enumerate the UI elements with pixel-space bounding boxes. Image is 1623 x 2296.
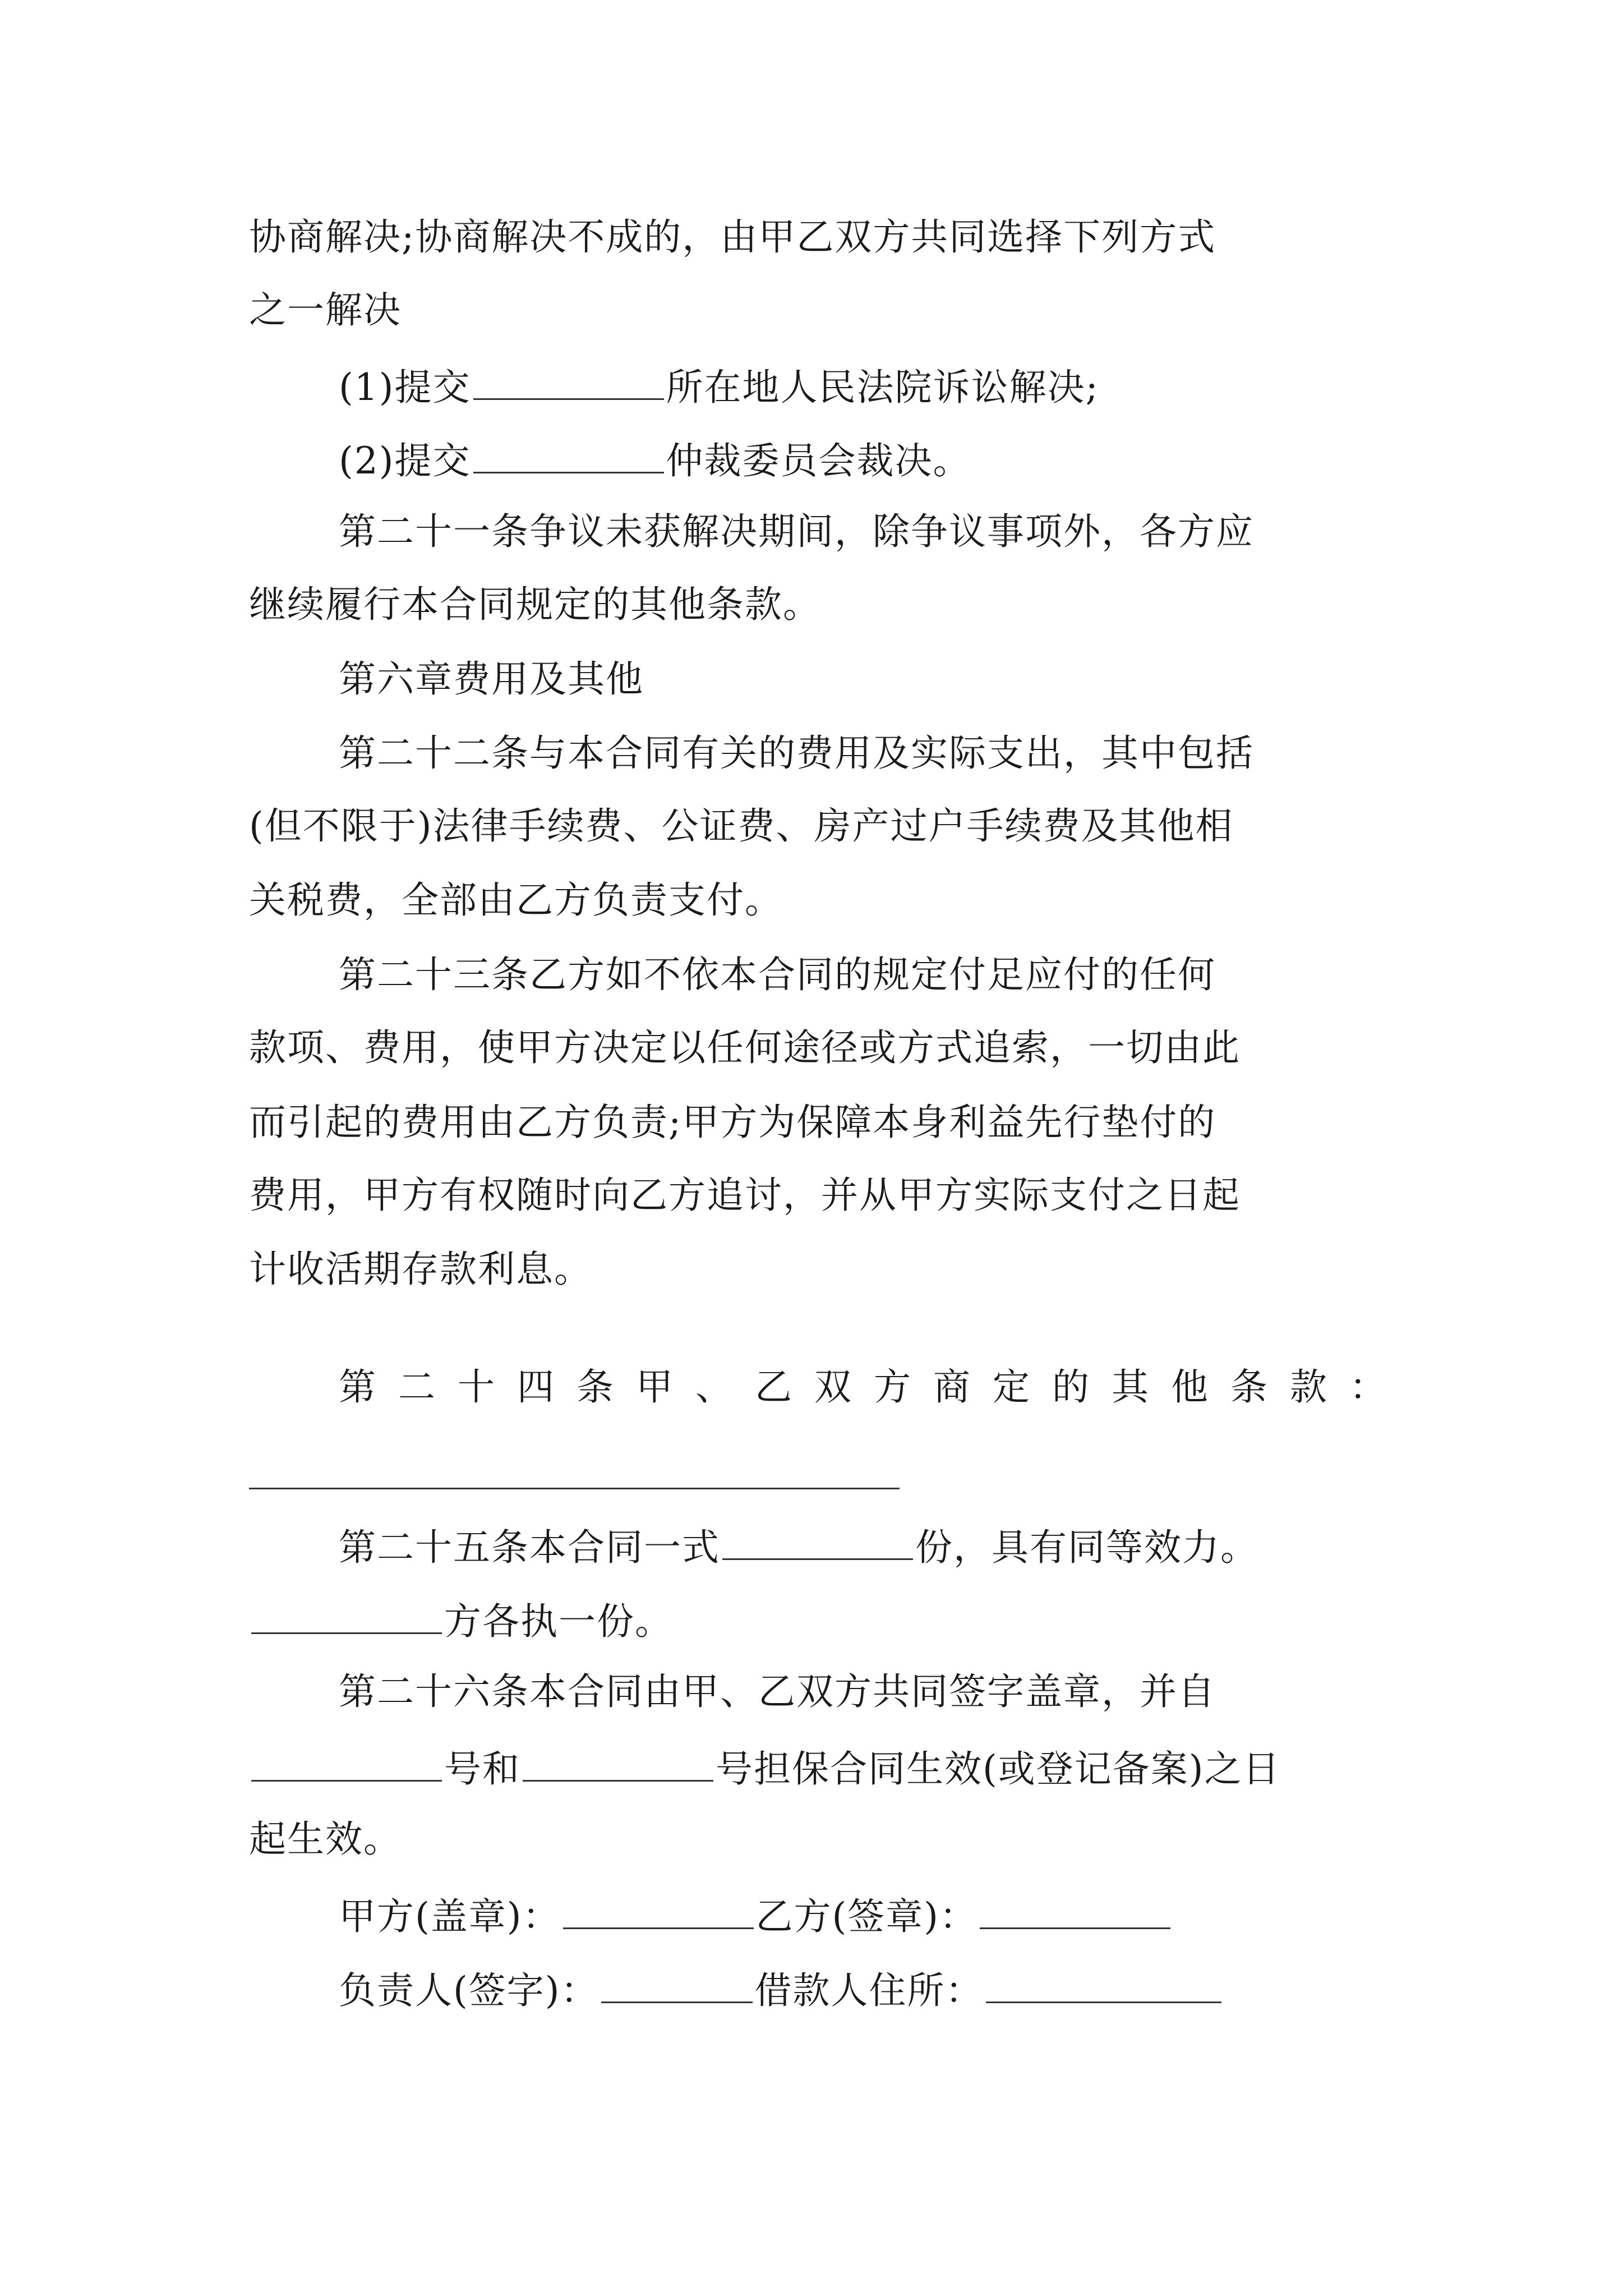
fill-in-blank [722, 1526, 913, 1560]
text-line: 第二十二条与本合同有关的费用及实际支出，其中包括 [339, 731, 1254, 775]
text-segment: 仲裁委员会裁决。 [666, 439, 971, 482]
fill-in-blank [251, 1747, 442, 1782]
fill-in-blank [980, 1895, 1170, 1929]
text-line: 协商解决;协商解决不成的，由甲乙双方共同选择下列方式 [249, 215, 1216, 259]
text-line: 第二十六条本合同由甲、乙双方共同签字盖章，并自 [339, 1670, 1216, 1713]
fill-in-blank [473, 366, 664, 400]
text-line: (但不限于)法律手续费、公证费、房产过户手续费及其他相 [249, 804, 1234, 848]
signature-line-parties [339, 1895, 1173, 1938]
copies-clause [339, 1526, 1258, 1569]
text-line: 起生效。 [249, 1818, 402, 1861]
dispute-option-court [339, 366, 1099, 409]
text-segment: 号和 [444, 1747, 520, 1791]
effective-date-line [249, 1747, 1281, 1791]
fill-in-blank [473, 439, 664, 473]
borrower-address-label: 借款人住所： [754, 1969, 984, 2012]
text-line: 而引起的费用由乙方负责;甲方为保障本身利益先行垫付的 [249, 1101, 1216, 1144]
text-line: 第二十四条甲、乙双方商定的其他条款： [339, 1365, 1409, 1409]
copies-holder-line [249, 1600, 673, 1643]
text-line: 第二十三条乙方如不依本合同的规定付足应付的任何 [339, 953, 1216, 996]
responsible-person-label: 负责人(签字)： [339, 1969, 599, 2012]
fill-in-blank [563, 1895, 754, 1929]
party-b-sign-label: 乙方(签章)： [755, 1895, 978, 1938]
text-segment: 方各执一份。 [444, 1600, 673, 1643]
text-line: 费用，甲方有权随时向乙方追讨，并从甲方实际支付之日起 [249, 1174, 1241, 1217]
text-line: 之一解决 [249, 288, 402, 332]
text-segment: 所在地人民法院诉讼解决; [666, 366, 1099, 409]
text-line: 关税费，全部由乙方负责支付。 [249, 878, 783, 922]
fill-in-line [249, 1488, 900, 1489]
fill-in-blank [251, 1600, 442, 1634]
text-segment: 份，具有同等效力。 [915, 1526, 1258, 1569]
text-line: 款项、费用，使甲方决定以任何途径或方式追索，一切由此 [249, 1026, 1241, 1069]
fill-in-blank [523, 1747, 713, 1782]
text-segment: (1)提交 [339, 366, 471, 409]
fill-in-blank [601, 1969, 753, 2003]
text-line: 继续履行本合同规定的其他条款。 [249, 583, 821, 626]
fill-in-blank [986, 1969, 1221, 2003]
text-line: 计收活期存款利息。 [249, 1248, 592, 1291]
dispute-option-arbitration [339, 439, 971, 480]
party-a-seal-label: 甲方(盖章)： [339, 1895, 561, 1938]
text-segment: 第二十五条本合同一式 [339, 1526, 720, 1569]
text-segment: (2)提交 [339, 439, 471, 482]
signature-line-persons [339, 1969, 1224, 2012]
chapter-heading: 第六章费用及其他 [339, 657, 644, 701]
text-line: 第二十一条争议未获解决期间，除争议事项外，各方应 [339, 510, 1254, 553]
text-segment: 号担保合同生效(或登记备案)之日 [716, 1747, 1281, 1791]
